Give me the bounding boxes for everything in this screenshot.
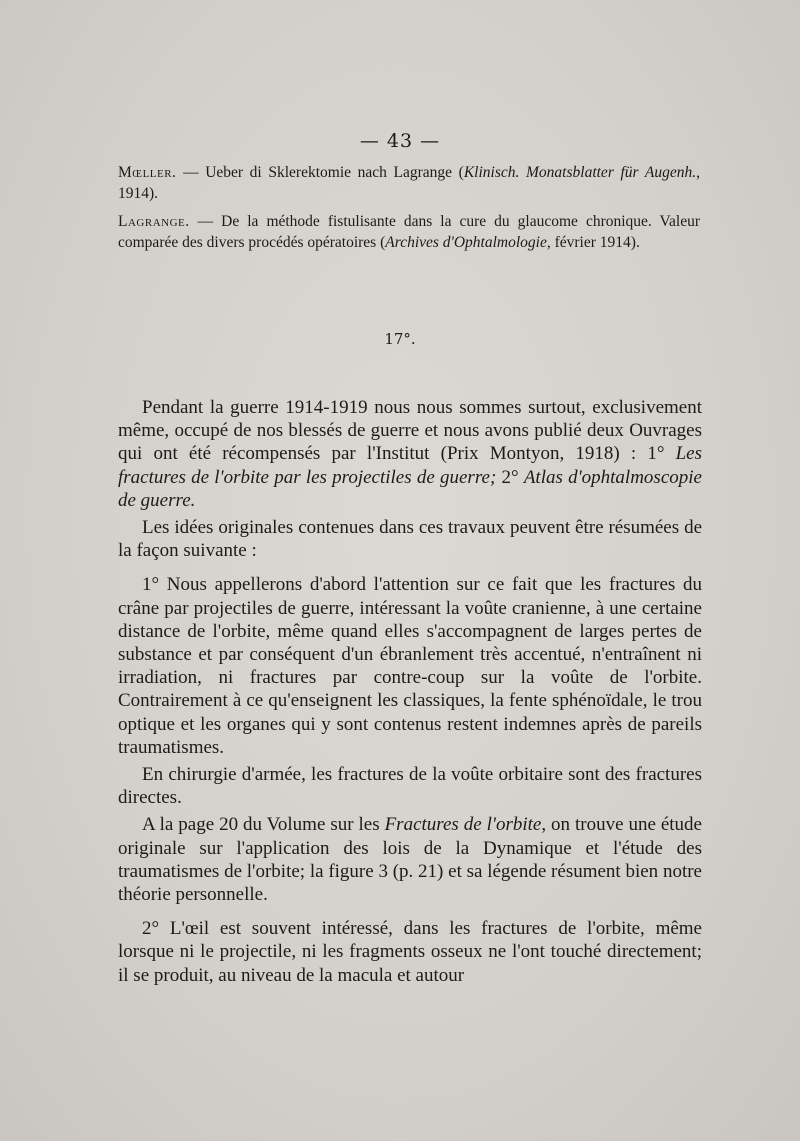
reference-text: — Ueber di Sklerektomie nach Lagrange ( — [176, 164, 464, 181]
reference-lagrange — [118, 212, 700, 253]
paragraph-text: 2° — [496, 466, 524, 488]
references — [118, 163, 700, 261]
reference-journal: Archives d'Ophtalmologie — [385, 233, 547, 251]
paragraph-point-2: 2° L'œil est souvent intéressé, dans les fractures de l'orbite, même lorsque ni le projectile, ni les fragments osseux ne l'ont touché directement; il se produit, au niveau de la macula et autour — [118, 918, 702, 986]
paragraph-text: , on trouve une étude originale sur l'application des lois de la Dynamique et l'étude des traumatismes de l'orbite; la figure 3 (p. 21) et sa légende résument bien notre théorie personnelle. — [118, 814, 702, 906]
paragraph-point-1: 1° Nous appellerons d'abord l'attention sur ce fait que les fractures du crâne par projectiles de guerre, intéressant la voûte cranienne, à une certaine distance de l'orbite, même quand elles s'accompagnent de larges pertes de substance et par conséquent d'un ébranlement très accentué, n'entraînent ni irradiation, ni fractures par contre-coup sur la voûte de l'orbite. Contrairement à ce qu'enseignent les classiques, la fente sphénoïdale, le trou optique et les organes qui y sont contenus restent indemnes après de pareils traumatismes. — [118, 574, 702, 758]
book-title: Atlas d'ophtalmoscopie de guerre. — [118, 466, 702, 511]
book-title: Les fractures de l'orbite par les projectiles de guerre; — [118, 443, 702, 488]
page-number: — 43 — — [359, 130, 441, 152]
reference-journal: Klinisch. Monatsblatter für Augenh. — [463, 164, 697, 181]
book-title: Fractures de l'orbite — [384, 814, 542, 836]
reference-author: Lagrange. — [118, 213, 190, 230]
section-number: 17°. — [384, 330, 416, 348]
reference-moeller — [118, 163, 700, 204]
paragraph-text: Pendant la guerre 1914-1919 nous nous sommes surtout, exclusivement même, occupé de nos blessés de guerre et nous avons publié deux Ouvrages qui ont été récompensés par l'Institut (Prix Montyon, 1918) : 1° — [118, 397, 702, 465]
paragraph-war-works — [118, 396, 702, 512]
paragraph-army-surgery: En chirurgie d'armée, les fractures de la voûte orbitaire sont des fractures directes. — [118, 764, 702, 809]
body-text — [118, 396, 702, 987]
paragraph-summary-intro: Les idées originales contenues dans ces travaux peuvent être résumées de la façon suivante : — [118, 517, 702, 562]
reference-text: — De la méthode fistulisante dans la cure du glaucome chronique. Valeur comparée des divers procédés opératoires ( — [118, 213, 700, 251]
paragraph-text: A la page 20 du Volume sur les — [142, 814, 385, 836]
reference-text: , 1914). — [118, 164, 701, 202]
reference-author: Mœller. — [118, 164, 177, 181]
reference-text: , février 1914). — [546, 233, 640, 251]
paragraph-dynamics — [118, 813, 702, 906]
